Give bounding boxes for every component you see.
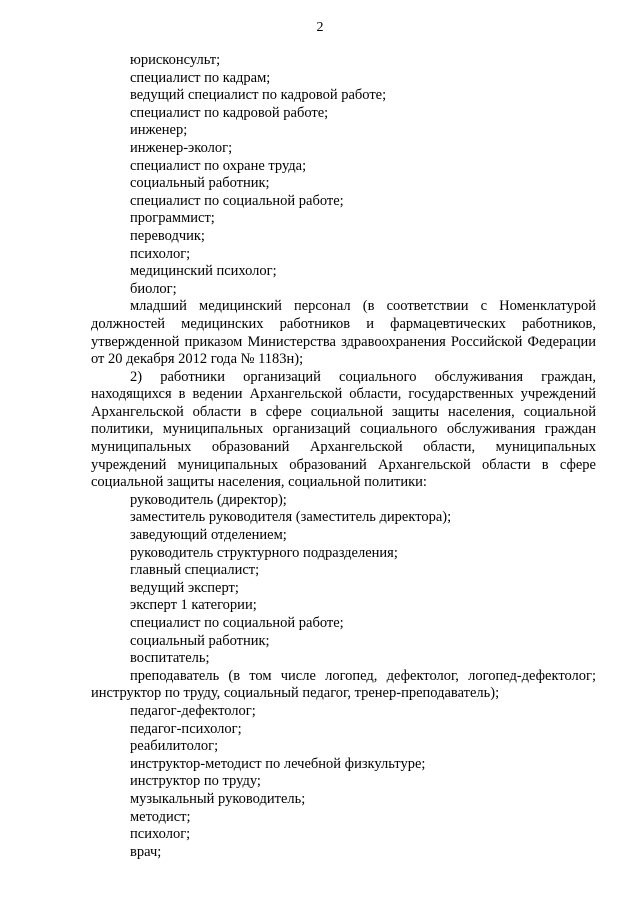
- list-item: программист;: [130, 210, 215, 227]
- list-item: социальный работник;: [130, 175, 270, 192]
- list-item: главный специалист;: [130, 562, 260, 579]
- list-item: ведущий специалист по кадровой работе;: [130, 87, 387, 104]
- list-item: руководитель структурного подразделения;: [130, 544, 398, 561]
- list-item: биолог;: [130, 280, 177, 297]
- position-list-group1: [91, 52, 596, 298]
- list-item: методист;: [130, 808, 191, 825]
- list-item: психолог;: [130, 826, 191, 843]
- section-2-paragraph: 2) работники организаций социального обслуживания граждан, находящихся в ведении Архангельской области, государственных учреждений Архангельской области в сфере социальной защиты населения, социальной политики, муниципальных организаций социального обслуживания граждан муниципальных образований Архангельской области, муниципальных учреждений муниципальных образований Архангельской области в сфере социальной защиты населения, социальной политики:: [91, 368, 596, 491]
- list-item: педагог-дефектолог;: [130, 702, 256, 719]
- teacher-paragraph: преподаватель (в том числе логопед, дефектолог, логопед-дефектолог; инструктор по труду, социальный педагог, тренер-преподаватель);: [91, 667, 596, 702]
- list-item: врач;: [130, 843, 162, 860]
- list-item: ведущий эксперт;: [130, 579, 239, 596]
- list-item: психолог;: [130, 245, 191, 262]
- page-number: 2: [316, 20, 324, 35]
- list-item: специалист по охране труда;: [130, 157, 307, 174]
- list-item: медицинский психолог;: [130, 263, 277, 280]
- list-item: руководитель (директор);: [130, 491, 287, 508]
- list-item: инженер-эколог;: [130, 139, 233, 156]
- list-item: специалист по социальной работе;: [130, 192, 344, 209]
- list-item: специалист по кадрам;: [130, 69, 271, 86]
- list-item: юрисконсульт;: [130, 52, 221, 68]
- list-item: специалист по социальной работе;: [130, 615, 344, 631]
- list-item: переводчик;: [130, 227, 205, 244]
- list-item: реабилитолог;: [130, 738, 219, 755]
- list-item: специалист по кадровой работе;: [130, 104, 329, 121]
- list-item: инструктор по труду;: [130, 773, 261, 790]
- list-item: заместитель руководителя (заместитель директора);: [130, 509, 452, 526]
- junior-medical-paragraph: младший медицинский персонал (в соответствии с Номенклатурой должностей медицинских работников и фармацевтических работников, утвержденной приказом Министерства здравоохранения Российской Федерации от 20 декабря 2012 года № 1183н);: [91, 298, 596, 368]
- list-item: заведующий отделением;: [130, 527, 287, 544]
- list-item: инженер;: [130, 122, 188, 139]
- document-body: [91, 52, 596, 861]
- position-list-group2: [91, 492, 596, 668]
- list-item: инструктор-методист по лечебной физкультуре;: [130, 755, 426, 772]
- list-item: воспитатель;: [130, 650, 210, 667]
- list-item: эксперт 1 категории;: [130, 597, 257, 614]
- list-item: социальный работник;: [130, 632, 270, 649]
- list-item: педагог-психолог;: [130, 720, 242, 737]
- list-item: музыкальный руководитель;: [130, 790, 306, 807]
- position-list-group2-cont: [91, 703, 596, 861]
